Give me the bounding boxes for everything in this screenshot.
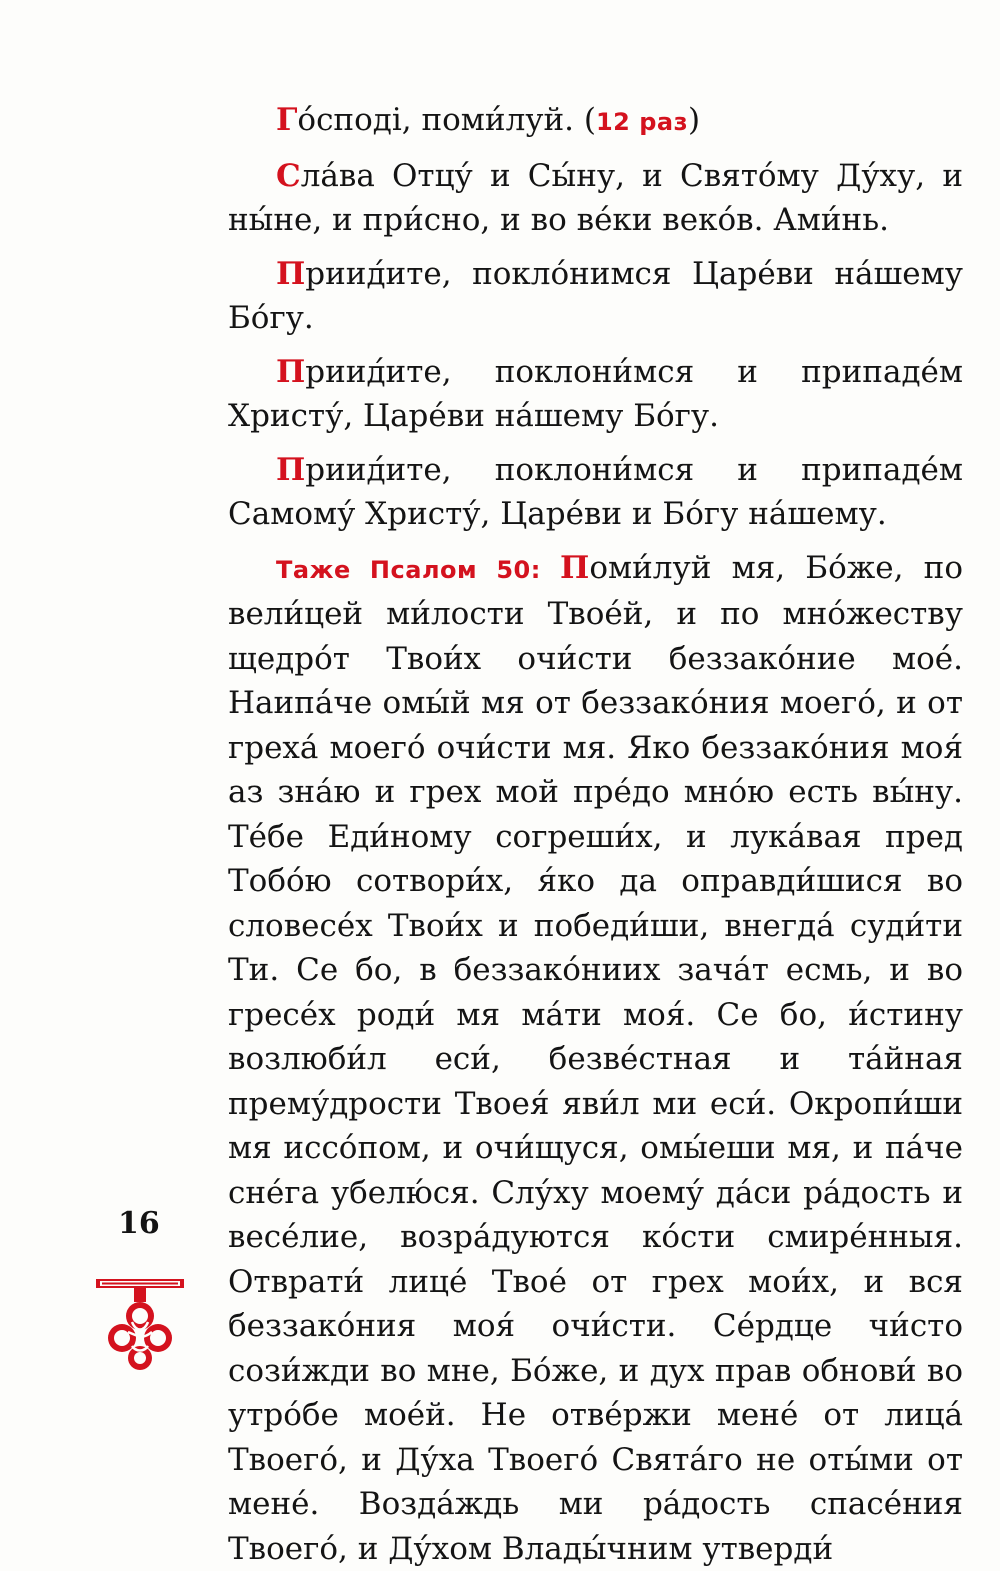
rubric-note: 12 раз bbox=[596, 108, 688, 136]
paragraph-text: о́сподi, поми́луй. ( bbox=[297, 102, 596, 138]
paragraph-text: риид́ите, поклони́мся и припаде́м Христу́, Царе́ви на́шему Бо́гу. bbox=[228, 354, 963, 435]
page-number: 16 bbox=[118, 1206, 160, 1241]
rubric-heading: Таже Псалом 50: bbox=[276, 556, 560, 584]
paragraph-psalm-50 bbox=[228, 546, 963, 1571]
paragraph-priidite-3 bbox=[228, 448, 963, 537]
paragraph-slava bbox=[228, 154, 963, 243]
celtic-knot-ornament-icon bbox=[92, 1276, 188, 1372]
paragraph-text: ла́ва Отцу́ и Сы́ну, и Свято́му Ду́ху, и ны́не, и при́сно, и во ве́ки веко́в. Ами́нь. bbox=[228, 158, 963, 239]
drop-initial: Г bbox=[276, 102, 297, 138]
paragraph-text: риид́ите, покло́нимся Царе́ви на́шему Бо́гу. bbox=[228, 256, 963, 337]
paragraph-priidite-2 bbox=[228, 350, 963, 439]
page-text bbox=[228, 98, 963, 1571]
paragraph-text: оми́луй мя, Бо́же, по вели́цей ми́лости Твое́й, и по мно́жеству щедро́т Твои́х очи́сти беззако́ние мое́. Наипа́че омы́й мя от беззако́ния моего́, и от греха́ моего́ очи́сти мя. Яко беззако́ния моя́ аз зна́ю и грех мой пре́до мно́ю есть вы́ну. Те́бе Еди́ному согреши́х, и лука́вая пред Тобо́ю сотвори́х, я́ко да оправди́шися во словесе́х Твои́х и победи́ши, внегда́ суди́ти Ти. Се бо, в беззако́ниих зача́т есмь, и во гресе́х роди́ мя ма́ти моя́. Се бо, и́стину возлюби́л еси́, безве́стная и та́йная прему́дрости Твоея́ яви́л ми еси́. Окропи́ши мя иссо́пом, и очи́щуся, омы́еши мя, и па́че сне́га убелю́ся. Слу́ху моему́ да́си ра́дость и весе́лие, возра́дуются ко́сти смире́нныя. Отврати́ лице́ Твое́ от грех мои́х, и вся беззако́ния моя́ очи́сти. Се́рдце чи́сто сози́жди во мне, Бо́же, и дух прав обнови́ во утро́бе мое́й. Не отве́ржи мене́ от лица́ Твоего́, и Ду́ха Твоего́ Свята́го не оты́ми от мене́. Возда́ждь ми ра́дость спасе́ния Твоего́, и Ду́хом Влады́чним утверди́ bbox=[228, 550, 963, 1567]
drop-initial: П bbox=[276, 256, 305, 292]
paragraph-priidite-1 bbox=[228, 252, 963, 341]
drop-initial: П bbox=[276, 354, 305, 390]
drop-initial: С bbox=[276, 158, 301, 194]
drop-initial: П bbox=[560, 550, 589, 586]
paragraph-gospodi bbox=[228, 98, 963, 145]
paragraph-tail: ) bbox=[688, 102, 700, 138]
drop-initial: П bbox=[276, 452, 305, 488]
paragraph-text: риид́ите, поклони́мся и припаде́м Самому́ Христу́, Царе́ви и Бо́гу на́шему. bbox=[228, 452, 963, 533]
